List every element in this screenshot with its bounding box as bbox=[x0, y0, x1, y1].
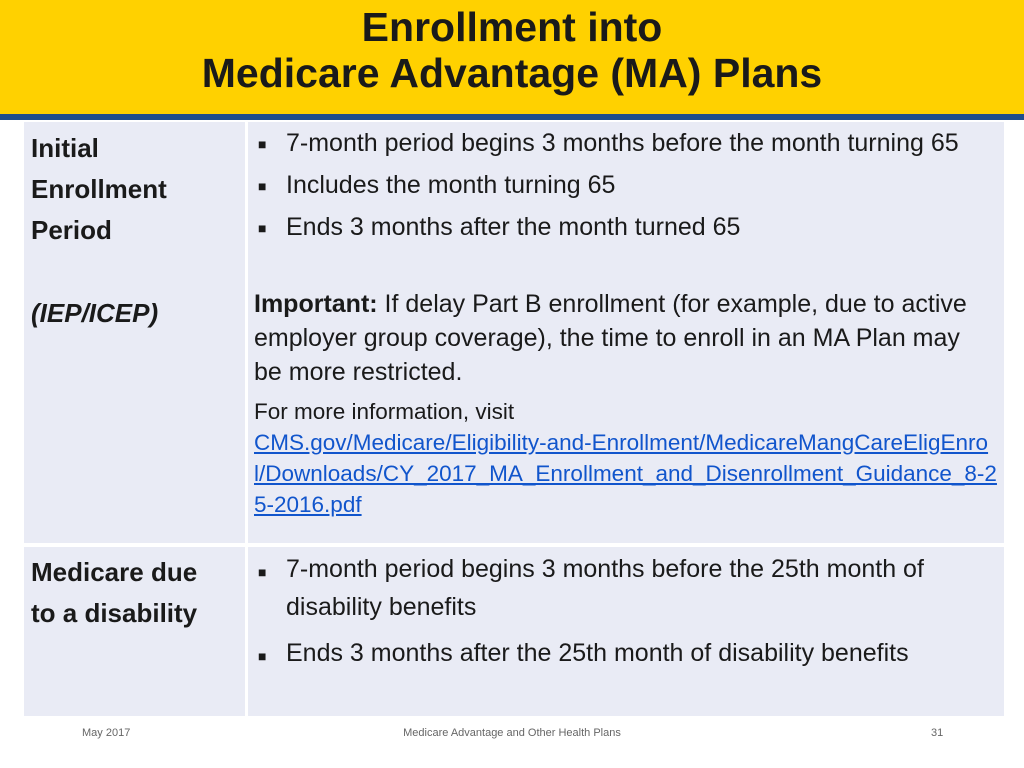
footer-date: May 2017 bbox=[82, 727, 131, 739]
row-label-abbrev: (IEP/ICEP) bbox=[31, 298, 159, 328]
row-label-cell bbox=[24, 122, 248, 543]
row-label-line: Period bbox=[31, 215, 112, 245]
bullet-text: Ends 3 months after the 25th month of disability benefits bbox=[286, 639, 909, 667]
important-label: Important: bbox=[254, 290, 378, 318]
row-label-cell bbox=[24, 547, 248, 716]
table-row-disability bbox=[24, 547, 1004, 716]
row-label-line: Medicare due bbox=[31, 557, 198, 587]
list-item bbox=[254, 126, 994, 160]
important-note bbox=[254, 287, 994, 389]
list-item bbox=[254, 550, 994, 626]
square-bullet-icon: ■ bbox=[258, 178, 267, 194]
square-bullet-icon: ■ bbox=[258, 136, 267, 152]
bullet-text: Includes the month turning 65 bbox=[286, 171, 616, 199]
row-label-line: to a disability bbox=[31, 598, 198, 628]
bullet-text: 7-month period begins 3 months before the 25th month of disability benefits bbox=[286, 555, 924, 621]
page-number: 31 bbox=[931, 727, 944, 739]
row-label-line: Initial bbox=[31, 133, 99, 163]
footer-title: Medicare Advantage and Other Health Plans bbox=[403, 727, 621, 739]
cms-guidance-link[interactable]: CMS.gov/Medicare/Eligibility-and-Enrollment/MedicareMangCareEligEnrol/Downloads/CY_2017_MA_Enrollment_and_Disenrollment_Guidance_8-25-2016.pdf bbox=[254, 430, 997, 517]
enrollment-table bbox=[24, 122, 1004, 716]
row-label-line: Enrollment bbox=[31, 174, 167, 204]
row-content-cell bbox=[248, 122, 1004, 543]
square-bullet-icon: ■ bbox=[258, 220, 267, 236]
square-bullet-icon: ■ bbox=[258, 648, 267, 664]
bullet-text: 7-month period begins 3 months before the month turning 65 bbox=[286, 129, 959, 157]
row-content-cell bbox=[248, 547, 1004, 716]
list-item bbox=[254, 634, 994, 672]
important-text: If delay Part B enrollment (for example, due to active employer group coverage), the time to enroll in an MA Plan may be more restricted. bbox=[254, 290, 967, 386]
table-row-iep bbox=[24, 122, 1004, 543]
bullet-list bbox=[254, 126, 994, 244]
title-line-2: Medicare Advantage (MA) Plans bbox=[201, 50, 823, 96]
square-bullet-icon: ■ bbox=[258, 564, 267, 580]
more-info bbox=[254, 396, 999, 520]
more-info-text: For more information, visit bbox=[254, 399, 515, 424]
bullet-list bbox=[254, 550, 994, 672]
title-underline bbox=[0, 114, 1024, 120]
list-item bbox=[254, 210, 994, 244]
bullet-text: Ends 3 months after the month turned 65 bbox=[286, 213, 741, 241]
list-item bbox=[254, 168, 994, 202]
slide-title bbox=[0, 4, 1024, 96]
title-line-1: Enrollment into bbox=[361, 4, 663, 50]
